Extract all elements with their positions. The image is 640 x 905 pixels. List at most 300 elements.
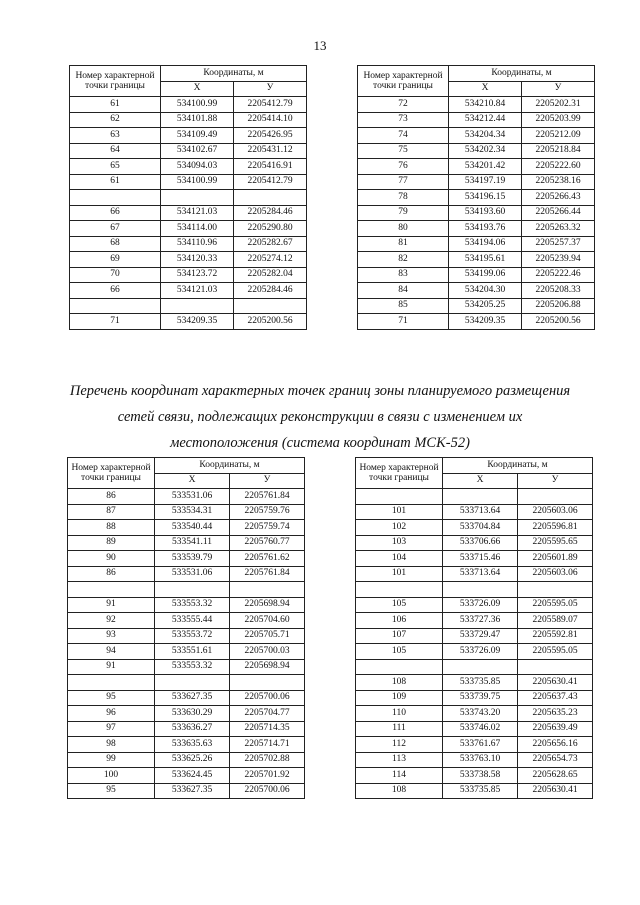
point-number-cell: 68	[70, 236, 161, 252]
point-number-cell: 108	[356, 783, 443, 799]
y-coordinate-cell: 2205266.44	[522, 205, 595, 221]
table-row	[70, 252, 307, 268]
table-row	[356, 566, 593, 582]
table-row	[68, 737, 305, 753]
table-row	[70, 159, 307, 175]
x-coordinate-cell: 533540.44	[155, 520, 230, 536]
table-row	[356, 520, 593, 536]
table-row	[356, 752, 593, 768]
point-number-cell: 105	[356, 644, 443, 660]
x-coordinate-cell: 534193.76	[449, 221, 522, 237]
table-row	[356, 628, 593, 644]
table-row	[70, 143, 307, 159]
table-row	[358, 159, 595, 175]
x-coordinate-cell: 533635.63	[155, 737, 230, 753]
x-coordinate-cell: 534209.35	[161, 314, 234, 330]
table-row	[356, 613, 593, 629]
y-coordinate-cell	[518, 582, 593, 598]
x-coordinate-cell: 533743.20	[443, 706, 518, 722]
x-coordinate-cell: 533726.09	[443, 597, 518, 613]
heading-line: Перечень координат характерных точек границ зоны планируемого размещения	[69, 383, 571, 399]
point-number-cell: 90	[68, 551, 155, 567]
coordinates-table-3	[67, 457, 305, 799]
x-coordinate-cell: 534101.88	[161, 112, 234, 128]
x-coordinate-cell: 533627.35	[155, 690, 230, 706]
point-number-cell	[70, 190, 161, 206]
y-coordinate-cell: 2205238.16	[522, 174, 595, 190]
point-number-cell: 98	[68, 737, 155, 753]
section-heading	[40, 378, 600, 456]
y-coordinate-cell: 2205257.37	[522, 236, 595, 252]
table-row	[68, 551, 305, 567]
point-number-cell: 105	[356, 597, 443, 613]
y-coordinate-cell: 2205431.12	[234, 143, 307, 159]
coordinates-table-1	[69, 65, 307, 330]
x-coordinate-cell: 533713.64	[443, 566, 518, 582]
x-coordinate-cell	[443, 489, 518, 505]
x-coordinate-cell: 533539.79	[155, 551, 230, 567]
header-coordinates: Координаты, м	[161, 66, 307, 82]
x-coordinate-cell: 534109.49	[161, 128, 234, 144]
point-number-cell: 103	[356, 535, 443, 551]
point-number-cell: 99	[68, 752, 155, 768]
point-number-cell: 108	[356, 675, 443, 691]
x-coordinate-cell: 534194.06	[449, 236, 522, 252]
y-coordinate-cell: 2205705.71	[230, 628, 305, 644]
point-number-cell: 67	[70, 221, 161, 237]
x-coordinate-cell: 533761.67	[443, 737, 518, 753]
y-coordinate-cell: 2205284.46	[234, 283, 307, 299]
x-coordinate-cell: 534100.99	[161, 97, 234, 113]
x-coordinate-cell: 533553.32	[155, 659, 230, 675]
y-coordinate-cell: 2205206.88	[522, 298, 595, 314]
table-row	[356, 535, 593, 551]
y-coordinate-cell: 2205592.81	[518, 628, 593, 644]
table-row	[356, 504, 593, 520]
table-row	[68, 628, 305, 644]
header-coordinates: Координаты, м	[449, 66, 595, 82]
table-row	[68, 659, 305, 675]
x-coordinate-cell: 533746.02	[443, 721, 518, 737]
x-coordinate-cell: 534120.33	[161, 252, 234, 268]
table-row	[68, 644, 305, 660]
x-coordinate-cell: 534094.03	[161, 159, 234, 175]
point-number-cell: 72	[358, 97, 449, 113]
y-coordinate-cell	[230, 675, 305, 691]
header-y: У	[522, 81, 595, 97]
point-number-cell: 102	[356, 520, 443, 536]
x-coordinate-cell: 533624.45	[155, 768, 230, 784]
x-coordinate-cell: 534123.72	[161, 267, 234, 283]
point-number-cell: 85	[358, 298, 449, 314]
table-row	[68, 690, 305, 706]
y-coordinate-cell: 2205284.46	[234, 205, 307, 221]
x-coordinate-cell: 534212.44	[449, 112, 522, 128]
x-coordinate-cell: 533636.27	[155, 721, 230, 737]
x-coordinate-cell: 534205.25	[449, 298, 522, 314]
table-row	[356, 489, 593, 505]
x-coordinate-cell: 533739.75	[443, 690, 518, 706]
x-coordinate-cell	[161, 298, 234, 314]
y-coordinate-cell: 2205412.79	[234, 97, 307, 113]
y-coordinate-cell: 2205698.94	[230, 597, 305, 613]
y-coordinate-cell: 2205700.03	[230, 644, 305, 660]
y-coordinate-cell: 2205704.60	[230, 613, 305, 629]
x-coordinate-cell: 534195.61	[449, 252, 522, 268]
table-row	[70, 267, 307, 283]
point-number-cell: 75	[358, 143, 449, 159]
table-row	[358, 205, 595, 221]
heading-line: сетей связи, подлежащих реконструкции в связи с изменением их	[117, 409, 523, 425]
y-coordinate-cell: 2205208.33	[522, 283, 595, 299]
table-row	[358, 267, 595, 283]
header-point-number: Номер характерной точки границы	[68, 458, 155, 489]
header-y: У	[234, 81, 307, 97]
table-row	[68, 752, 305, 768]
y-coordinate-cell: 2205274.12	[234, 252, 307, 268]
x-coordinate-cell: 533763.10	[443, 752, 518, 768]
y-coordinate-cell: 2205761.84	[230, 566, 305, 582]
point-number-cell: 86	[68, 489, 155, 505]
point-number-cell: 81	[358, 236, 449, 252]
point-number-cell: 62	[70, 112, 161, 128]
y-coordinate-cell: 2205700.06	[230, 783, 305, 799]
table-row	[356, 659, 593, 675]
table-row	[68, 504, 305, 520]
x-coordinate-cell: 533555.44	[155, 613, 230, 629]
y-coordinate-cell: 2205704.77	[230, 706, 305, 722]
point-number-cell: 88	[68, 520, 155, 536]
y-coordinate-cell: 2205202.31	[522, 97, 595, 113]
y-coordinate-cell: 2205639.49	[518, 721, 593, 737]
table-row	[70, 205, 307, 221]
x-coordinate-cell: 534114.00	[161, 221, 234, 237]
table-row	[70, 298, 307, 314]
table-row	[358, 236, 595, 252]
y-coordinate-cell: 2205203.99	[522, 112, 595, 128]
y-coordinate-cell: 2205595.05	[518, 644, 593, 660]
point-number-cell: 111	[356, 721, 443, 737]
y-coordinate-cell: 2205200.56	[234, 314, 307, 330]
header-point-number: Номер характерной точки границы	[70, 66, 161, 97]
point-number-cell: 95	[68, 690, 155, 706]
header-y: У	[518, 473, 593, 489]
heading-line: местоположения (система координат МСК-52)	[170, 435, 470, 451]
table-row	[68, 721, 305, 737]
table-row	[358, 97, 595, 113]
header-x: X	[155, 473, 230, 489]
table-row	[356, 644, 593, 660]
point-number-cell: 73	[358, 112, 449, 128]
y-coordinate-cell: 2205698.94	[230, 659, 305, 675]
y-coordinate-cell: 2205282.67	[234, 236, 307, 252]
x-coordinate-cell: 534196.15	[449, 190, 522, 206]
x-coordinate-cell: 533541.11	[155, 535, 230, 551]
y-coordinate-cell: 2205601.89	[518, 551, 593, 567]
table-row	[356, 737, 593, 753]
point-number-cell: 106	[356, 613, 443, 629]
x-coordinate-cell: 533531.06	[155, 566, 230, 582]
table-row	[68, 566, 305, 582]
point-number-cell: 78	[358, 190, 449, 206]
table-row	[358, 252, 595, 268]
y-coordinate-cell: 2205761.62	[230, 551, 305, 567]
x-coordinate-cell: 533738.58	[443, 768, 518, 784]
point-number-cell	[70, 298, 161, 314]
header-point-number: Номер характерной точки границы	[356, 458, 443, 489]
x-coordinate-cell: 534201.42	[449, 159, 522, 175]
x-coordinate-cell	[155, 582, 230, 598]
x-coordinate-cell: 533735.85	[443, 675, 518, 691]
point-number-cell: 113	[356, 752, 443, 768]
table-row	[358, 128, 595, 144]
table-row	[70, 283, 307, 299]
x-coordinate-cell: 533625.26	[155, 752, 230, 768]
table-row	[68, 783, 305, 799]
y-coordinate-cell: 2205412.79	[234, 174, 307, 190]
point-number-cell: 66	[70, 283, 161, 299]
table-row	[70, 236, 307, 252]
point-number-cell: 82	[358, 252, 449, 268]
table-row	[68, 582, 305, 598]
x-coordinate-cell: 534209.35	[449, 314, 522, 330]
y-coordinate-cell	[234, 190, 307, 206]
x-coordinate-cell: 534100.99	[161, 174, 234, 190]
point-number-cell: 101	[356, 566, 443, 582]
x-coordinate-cell: 534193.60	[449, 205, 522, 221]
point-number-cell: 83	[358, 267, 449, 283]
x-coordinate-cell: 534102.67	[161, 143, 234, 159]
y-coordinate-cell: 2205595.05	[518, 597, 593, 613]
table-row	[358, 283, 595, 299]
x-coordinate-cell: 533715.46	[443, 551, 518, 567]
x-coordinate-cell: 534199.06	[449, 267, 522, 283]
header-y: У	[230, 473, 305, 489]
y-coordinate-cell: 2205200.56	[522, 314, 595, 330]
table-row	[68, 597, 305, 613]
table-row	[70, 314, 307, 330]
coordinates-table-4	[355, 457, 593, 799]
y-coordinate-cell: 2205263.32	[522, 221, 595, 237]
y-coordinate-cell: 2205416.91	[234, 159, 307, 175]
table-row	[68, 520, 305, 536]
point-number-cell: 64	[70, 143, 161, 159]
header-coordinates: Координаты, м	[443, 458, 593, 474]
point-number-cell: 91	[68, 659, 155, 675]
x-coordinate-cell: 533713.64	[443, 504, 518, 520]
y-coordinate-cell: 2205596.81	[518, 520, 593, 536]
y-coordinate-cell: 2205760.77	[230, 535, 305, 551]
x-coordinate-cell: 534197.19	[449, 174, 522, 190]
point-number-cell	[356, 489, 443, 505]
point-number-cell: 74	[358, 128, 449, 144]
point-number-cell: 109	[356, 690, 443, 706]
point-number-cell: 84	[358, 283, 449, 299]
y-coordinate-cell: 2205759.76	[230, 504, 305, 520]
x-coordinate-cell: 533630.29	[155, 706, 230, 722]
point-number-cell: 110	[356, 706, 443, 722]
point-number-cell: 107	[356, 628, 443, 644]
x-coordinate-cell	[443, 582, 518, 598]
point-number-cell: 80	[358, 221, 449, 237]
point-number-cell: 93	[68, 628, 155, 644]
page-number: 13	[313, 38, 327, 53]
table-row	[358, 112, 595, 128]
table-row	[358, 143, 595, 159]
y-coordinate-cell: 2205589.07	[518, 613, 593, 629]
y-coordinate-cell	[518, 489, 593, 505]
y-coordinate-cell: 2205654.73	[518, 752, 593, 768]
x-coordinate-cell: 534121.03	[161, 205, 234, 221]
point-number-cell: 61	[70, 97, 161, 113]
y-coordinate-cell: 2205761.84	[230, 489, 305, 505]
table-row	[70, 221, 307, 237]
x-coordinate-cell: 534110.96	[161, 236, 234, 252]
point-number-cell: 63	[70, 128, 161, 144]
y-coordinate-cell: 2205628.65	[518, 768, 593, 784]
header-x: X	[449, 81, 522, 97]
point-number-cell: 79	[358, 205, 449, 221]
point-number-cell: 86	[68, 566, 155, 582]
table-row	[68, 768, 305, 784]
y-coordinate-cell: 2205714.71	[230, 737, 305, 753]
y-coordinate-cell: 2205701.92	[230, 768, 305, 784]
x-coordinate-cell: 533534.31	[155, 504, 230, 520]
point-number-cell: 71	[70, 314, 161, 330]
y-coordinate-cell: 2205222.46	[522, 267, 595, 283]
table-row	[358, 314, 595, 330]
table-row	[356, 582, 593, 598]
y-coordinate-cell: 2205426.95	[234, 128, 307, 144]
x-coordinate-cell: 533553.32	[155, 597, 230, 613]
point-number-cell: 66	[70, 205, 161, 221]
x-coordinate-cell: 534202.34	[449, 143, 522, 159]
x-coordinate-cell: 533726.09	[443, 644, 518, 660]
y-coordinate-cell: 2205239.94	[522, 252, 595, 268]
table-row	[358, 190, 595, 206]
header-x: X	[161, 81, 234, 97]
point-number-cell: 89	[68, 535, 155, 551]
x-coordinate-cell	[155, 675, 230, 691]
point-number-cell: 104	[356, 551, 443, 567]
y-coordinate-cell: 2205656.16	[518, 737, 593, 753]
x-coordinate-cell: 533531.06	[155, 489, 230, 505]
table-row	[70, 112, 307, 128]
x-coordinate-cell: 534204.34	[449, 128, 522, 144]
y-coordinate-cell: 2205700.06	[230, 690, 305, 706]
y-coordinate-cell: 2205630.41	[518, 783, 593, 799]
x-coordinate-cell: 534210.84	[449, 97, 522, 113]
y-coordinate-cell: 2205637.43	[518, 690, 593, 706]
table-row	[356, 551, 593, 567]
table-row	[70, 174, 307, 190]
table-row	[68, 489, 305, 505]
point-number-cell	[356, 582, 443, 598]
point-number-cell: 114	[356, 768, 443, 784]
table-row	[70, 97, 307, 113]
x-coordinate-cell: 533553.72	[155, 628, 230, 644]
table-row	[356, 768, 593, 784]
point-number-cell: 96	[68, 706, 155, 722]
x-coordinate-cell: 533627.35	[155, 783, 230, 799]
y-coordinate-cell: 2205266.43	[522, 190, 595, 206]
table-row	[68, 675, 305, 691]
coordinates-table-2	[357, 65, 595, 330]
header-point-number: Номер характерной точки границы	[358, 66, 449, 97]
point-number-cell: 112	[356, 737, 443, 753]
table-row	[70, 128, 307, 144]
y-coordinate-cell: 2205603.06	[518, 504, 593, 520]
table-row	[356, 706, 593, 722]
table-row	[356, 783, 593, 799]
x-coordinate-cell: 534121.03	[161, 283, 234, 299]
x-coordinate-cell: 533551.61	[155, 644, 230, 660]
table-row	[356, 721, 593, 737]
table-row	[356, 690, 593, 706]
y-coordinate-cell: 2205212.09	[522, 128, 595, 144]
point-number-cell: 100	[68, 768, 155, 784]
y-coordinate-cell	[230, 582, 305, 598]
point-number-cell: 61	[70, 174, 161, 190]
header-coordinates: Координаты, м	[155, 458, 305, 474]
y-coordinate-cell: 2205595.65	[518, 535, 593, 551]
point-number-cell: 65	[70, 159, 161, 175]
y-coordinate-cell: 2205635.23	[518, 706, 593, 722]
header-x: X	[443, 473, 518, 489]
y-coordinate-cell: 2205702.88	[230, 752, 305, 768]
table-row	[358, 221, 595, 237]
y-coordinate-cell: 2205218.84	[522, 143, 595, 159]
point-number-cell: 76	[358, 159, 449, 175]
table-row	[356, 597, 593, 613]
point-number-cell: 77	[358, 174, 449, 190]
y-coordinate-cell: 2205222.60	[522, 159, 595, 175]
x-coordinate-cell: 533735.85	[443, 783, 518, 799]
point-number-cell: 97	[68, 721, 155, 737]
point-number-cell: 91	[68, 597, 155, 613]
x-coordinate-cell: 533729.47	[443, 628, 518, 644]
table-row	[68, 706, 305, 722]
y-coordinate-cell: 2205759.74	[230, 520, 305, 536]
y-coordinate-cell: 2205282.04	[234, 267, 307, 283]
table-row	[70, 190, 307, 206]
table-row	[68, 613, 305, 629]
table-row	[68, 535, 305, 551]
point-number-cell: 71	[358, 314, 449, 330]
table-row	[358, 174, 595, 190]
point-number-cell	[68, 582, 155, 598]
table-row	[358, 298, 595, 314]
point-number-cell: 94	[68, 644, 155, 660]
x-coordinate-cell: 533706.66	[443, 535, 518, 551]
y-coordinate-cell: 2205714.35	[230, 721, 305, 737]
x-coordinate-cell: 533704.84	[443, 520, 518, 536]
point-number-cell: 87	[68, 504, 155, 520]
x-coordinate-cell: 533727.36	[443, 613, 518, 629]
point-number-cell: 95	[68, 783, 155, 799]
point-number-cell: 101	[356, 504, 443, 520]
point-number-cell	[68, 675, 155, 691]
table-row	[356, 675, 593, 691]
x-coordinate-cell	[161, 190, 234, 206]
y-coordinate-cell: 2205290.80	[234, 221, 307, 237]
point-number-cell: 70	[70, 267, 161, 283]
point-number-cell	[356, 659, 443, 675]
x-coordinate-cell	[443, 659, 518, 675]
point-number-cell: 69	[70, 252, 161, 268]
point-number-cell: 92	[68, 613, 155, 629]
y-coordinate-cell: 2205630.41	[518, 675, 593, 691]
